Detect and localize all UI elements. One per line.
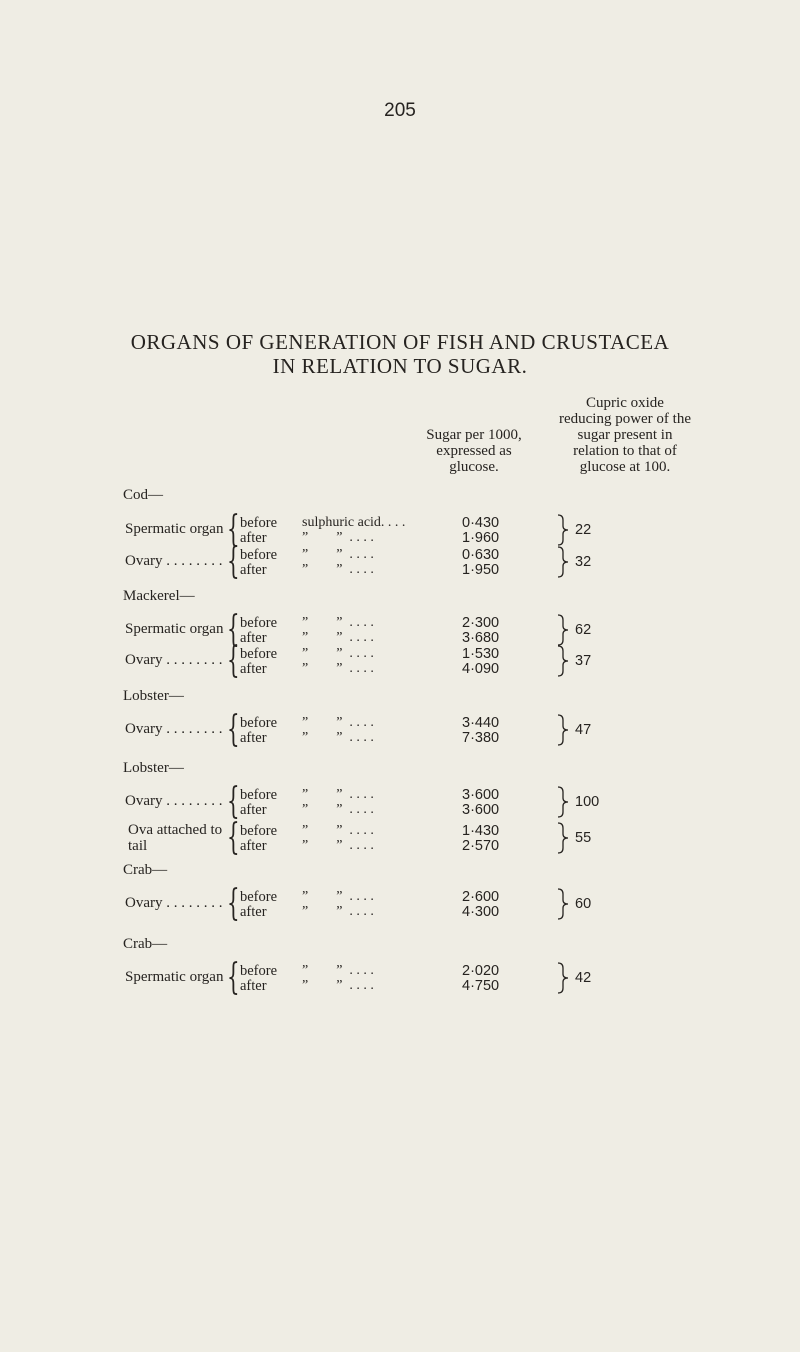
state-label: after bbox=[240, 802, 267, 818]
sugar-value: 1·960 bbox=[462, 530, 500, 546]
sugar-header-line: expressed as bbox=[436, 443, 512, 459]
right-brace bbox=[557, 888, 571, 920]
state-label: after bbox=[240, 838, 267, 854]
organ-label: Ova attached to bbox=[128, 822, 223, 838]
organ-label: Spermatic organ bbox=[125, 969, 224, 985]
state-label: before bbox=[240, 889, 278, 905]
treatment-label: ” ” . . . . bbox=[302, 730, 374, 745]
left-brace: { bbox=[227, 609, 240, 650]
cupric-ratio-value: 32 bbox=[575, 554, 592, 570]
treatment-label: ” ” . . . . bbox=[302, 838, 374, 853]
organ-label-continued: tail bbox=[128, 838, 148, 854]
cupric-ratio-value: 100 bbox=[575, 794, 600, 810]
treatment-label: ” ” . . . . bbox=[302, 547, 374, 562]
cupric-ratio-value: 47 bbox=[575, 722, 592, 738]
page-number: 205 bbox=[384, 100, 416, 121]
state-label: after bbox=[240, 730, 267, 746]
state-label: before bbox=[240, 646, 278, 662]
right-brace bbox=[557, 714, 571, 746]
group-heading: Mackerel— bbox=[123, 588, 195, 604]
state-label: before bbox=[240, 787, 278, 803]
sugar-value: 4·750 bbox=[462, 978, 500, 994]
right-brace bbox=[557, 962, 571, 994]
state-label: before bbox=[240, 615, 278, 631]
sugar-value: 1·430 bbox=[462, 823, 500, 839]
organ-label: Ovary . . . . . . . . bbox=[125, 895, 223, 911]
state-label: before bbox=[240, 823, 278, 839]
table-title-line-2: IN RELATION TO SUGAR. bbox=[272, 354, 528, 378]
treatment-label: ” ” . . . . bbox=[302, 802, 374, 817]
sugar-value: 3·600 bbox=[462, 787, 500, 803]
left-brace: { bbox=[227, 541, 240, 582]
sugar-value: 7·380 bbox=[462, 730, 500, 746]
treatment-label: ” ” . . . . bbox=[302, 615, 374, 630]
state-label: after bbox=[240, 530, 267, 546]
sugar-header-line: Sugar per 1000, bbox=[426, 427, 522, 443]
cupric-ratio-value: 55 bbox=[575, 830, 592, 846]
right-brace bbox=[557, 786, 571, 818]
sugar-value: 2·300 bbox=[462, 615, 500, 631]
cupric-header-line: relation to that of bbox=[573, 443, 677, 459]
treatment-label: ” ” . . . . bbox=[302, 630, 374, 645]
left-brace: { bbox=[227, 509, 240, 550]
left-brace: { bbox=[227, 817, 240, 858]
treatment-label: ” ” . . . . bbox=[302, 978, 374, 993]
sugar-value: 3·440 bbox=[462, 715, 500, 731]
left-brace: { bbox=[227, 883, 240, 924]
cupric-ratio-value: 42 bbox=[575, 970, 592, 986]
treatment-label: ” ” . . . . bbox=[302, 823, 374, 838]
organ-label: Ovary . . . . . . . . bbox=[125, 793, 223, 809]
treatment-label: ” ” . . . . bbox=[302, 715, 374, 730]
left-brace: { bbox=[227, 709, 240, 750]
left-brace: { bbox=[227, 957, 240, 998]
state-label: after bbox=[240, 562, 267, 578]
sugar-header-line: glucose. bbox=[449, 459, 499, 475]
treatment-label: ” ” . . . . bbox=[302, 646, 374, 661]
organ-label: Ovary . . . . . . . . bbox=[125, 721, 223, 737]
left-brace: { bbox=[227, 781, 240, 822]
right-brace bbox=[557, 822, 571, 854]
group-heading: Lobster— bbox=[123, 760, 184, 776]
cupric-ratio-value: 62 bbox=[575, 622, 592, 638]
organ-label: Ovary . . . . . . . . bbox=[125, 652, 223, 668]
sugar-value: 4·300 bbox=[462, 904, 500, 920]
sugar-value: 2·570 bbox=[462, 838, 500, 854]
state-label: after bbox=[240, 630, 267, 646]
cupric-header-line: sugar present in bbox=[577, 427, 673, 443]
right-brace bbox=[557, 514, 571, 546]
state-label: after bbox=[240, 904, 267, 920]
cupric-ratio-value: 60 bbox=[575, 896, 592, 912]
sugar-value: 1·950 bbox=[462, 562, 500, 578]
table-title-line-1: ORGANS OF GENERATION OF FISH AND CRUSTACEA bbox=[130, 330, 670, 354]
cupric-header-line: glucose at 100. bbox=[579, 459, 671, 475]
state-label: before bbox=[240, 515, 278, 531]
organ-label: Spermatic organ bbox=[125, 521, 224, 537]
state-label: after bbox=[240, 978, 267, 994]
cupric-ratio-value: 22 bbox=[575, 522, 592, 538]
organ-label: Ovary . . . . . . . . bbox=[125, 553, 223, 569]
group-heading: Lobster— bbox=[123, 688, 184, 704]
sugar-value: 2·020 bbox=[462, 963, 500, 979]
treatment-label: ” ” . . . . bbox=[302, 562, 374, 577]
treatment-label: ” ” . . . . bbox=[302, 787, 374, 802]
sugar-value: 4·090 bbox=[462, 661, 500, 677]
treatment-label: ” ” . . . . bbox=[302, 963, 374, 978]
state-label: before bbox=[240, 547, 278, 563]
right-brace bbox=[557, 546, 571, 578]
sugar-value: 3·600 bbox=[462, 802, 500, 818]
cupric-column-header bbox=[522, 395, 728, 475]
cupric-header-line: Cupric oxide bbox=[586, 395, 664, 411]
state-label: after bbox=[240, 661, 267, 677]
state-label: before bbox=[240, 963, 278, 979]
right-brace bbox=[557, 645, 571, 677]
treatment-label: sulphuric acid. . . . bbox=[302, 515, 406, 530]
treatment-label: ” ” . . . . bbox=[302, 530, 374, 545]
left-brace: { bbox=[227, 640, 240, 681]
state-label: before bbox=[240, 715, 278, 731]
cupric-ratio-value: 37 bbox=[575, 653, 592, 669]
group-heading: Crab— bbox=[123, 862, 168, 878]
organ-label: Spermatic organ bbox=[125, 621, 224, 637]
sugar-value: 0·630 bbox=[462, 547, 500, 563]
sugar-value: 3·680 bbox=[462, 630, 500, 646]
treatment-label: ” ” . . . . bbox=[302, 904, 374, 919]
right-brace bbox=[557, 614, 571, 646]
cupric-header-line: reducing power of the bbox=[558, 411, 692, 427]
group-heading: Cod— bbox=[123, 487, 164, 503]
sugar-value: 0·430 bbox=[462, 515, 500, 531]
sugar-value: 1·530 bbox=[462, 646, 500, 662]
treatment-label: ” ” . . . . bbox=[302, 889, 374, 904]
group-heading: Crab— bbox=[123, 936, 168, 952]
treatment-label: ” ” . . . . bbox=[302, 661, 374, 676]
sugar-value: 2·600 bbox=[462, 889, 500, 905]
